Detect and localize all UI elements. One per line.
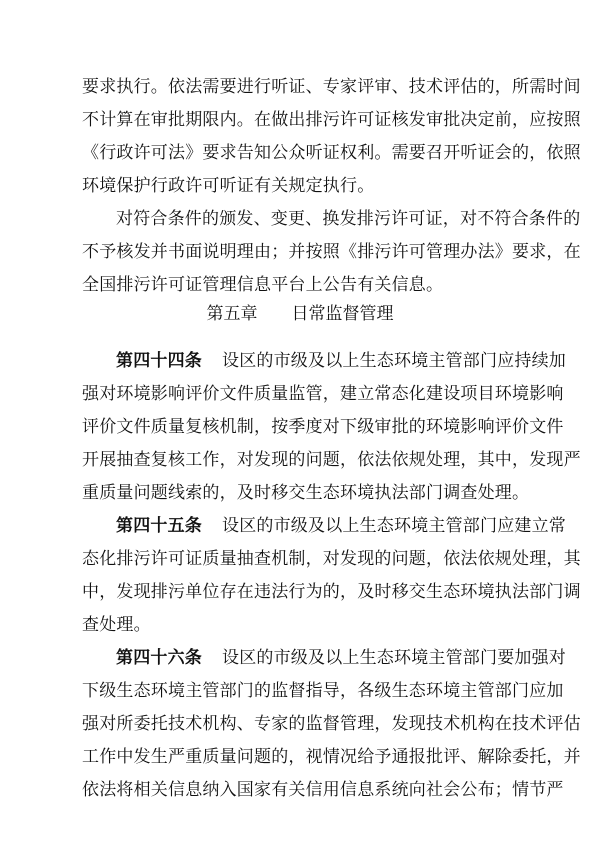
chapter-title: 日常监督管理 (291, 304, 394, 324)
article-line: 强对所委托技术机构、专家的监督管理，发现技术机构在技术评估 (82, 714, 581, 734)
article-line: 工作中发生严重质量问题的，视情况给予通报批评、解除委托，并 (82, 747, 581, 767)
paragraph-line: 对符合条件的颁发、变更、换发排污许可证，对不符合条件的 (116, 209, 581, 229)
chapter-heading (0, 303, 600, 325)
paragraph-line: 《行政许可法》要求告知公众听证权利。需要召开听证会的，依照 (82, 143, 581, 163)
paragraph-line: 要求执行。依法需要进行听证、专家评审、技术评估的，所需时间 (82, 77, 581, 97)
article-line: 强对环境影响评价文件质量监管，建立常态化建设项目环境影响 (82, 384, 564, 404)
article-first-line (116, 515, 566, 537)
article-line: 开展抽查复核工作，对发现的问题，依法依规处理，其中，发现严 (82, 450, 581, 470)
article-line: 评价文件质量复核机制，按季度对下级审批的环境影响评价文件 (82, 417, 564, 437)
article-label: 第四十四条 (116, 351, 202, 371)
article-first-line (116, 350, 566, 372)
article-text: 设区的市级及以上生态环境主管部门要加强对 (222, 648, 566, 668)
paragraph-line: 环境保护行政许可听证有关规定执行。 (82, 176, 375, 196)
article-text: 设区的市级及以上生态环境主管部门应建立常 (222, 516, 566, 536)
article-line: 查处理。 (82, 615, 151, 635)
article-text: 设区的市级及以上生态环境主管部门应持续加 (222, 351, 566, 371)
article-line: 态化排污许可证质量抽查机制，对发现的问题，依法依规处理，其 (82, 549, 581, 569)
article-first-line (116, 647, 566, 669)
article-line: 中，发现排污单位存在违法行为的，及时移交生态环境执法部门调 (82, 582, 581, 602)
paragraph-line: 不予核发并书面说明理由；并按照《排污许可管理办法》要求，在 (82, 242, 581, 262)
article-line: 依法将相关信息纳入国家有关信用信息系统向社会公布；情节严 (82, 780, 564, 800)
paragraph-line: 全国排污许可证管理信息平台上公告有关信息。 (82, 275, 444, 295)
article-label: 第四十六条 (116, 648, 202, 668)
article-line: 重质量问题线索的，及时移交生态环境执法部门调查处理。 (82, 483, 530, 503)
article-line: 下级生态环境主管部门的监督指导，各级生态环境主管部门应加 (82, 681, 564, 701)
paragraph-line: 不计算在审批期限内。在做出排污许可证核发审批决定前，应按照 (82, 110, 581, 130)
article-label: 第四十五条 (116, 516, 202, 536)
chapter-number: 第五章 (206, 304, 258, 324)
